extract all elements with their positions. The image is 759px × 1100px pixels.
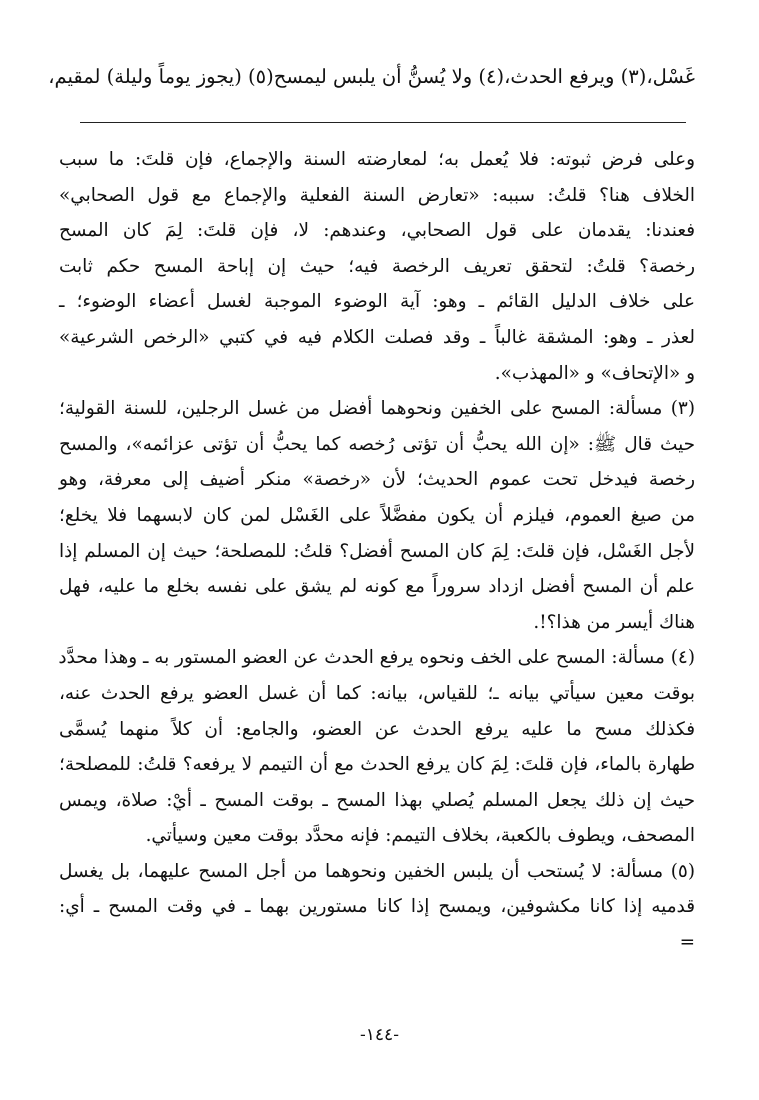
text-line: (٤) مسألة: المسح على الخف ونحوه يرفع الحدث عن العضو المستور به ـ وهذا محدَّد bbox=[58, 647, 695, 669]
text-line: رخصة فيدخل تحت عموم الحديث؛ لأن «رخصة» منكر أضيف إلى معرفة، وهو bbox=[59, 469, 695, 491]
text-line: لأجل الغَسْل، فإن قلتَ: لِمَ كان المسح أفضل؟ قلتُ: للمصلحة؛ حيث إن المسلم إذا bbox=[59, 540, 695, 562]
text-line: و «الإتحاف» و «المهذب». bbox=[494, 362, 695, 384]
footnote-3 bbox=[59, 391, 695, 640]
text-line: بوقت معين سيأتي بيانه ـ؛ للقياس، بيانه: كما أن غسل العضو يرفع الحدث عنه، bbox=[59, 682, 695, 704]
text-line: من صيغ العموم، فيلزم أن يكون مفضَّلاً على الغَسْل لمن كان لابسهما فلا يخلع؛ bbox=[59, 504, 695, 526]
text-line: الخلاف هنا؟ قلتُ: سببه: «تعارض السنة الفعلية والإجماع مع قول الصحابي» bbox=[59, 184, 695, 206]
text-line: فعندنا: يقدمان على قول الصحابي، وعندهم: لا، فإن قلتَ: لِمَ كان المسح bbox=[59, 220, 695, 242]
footnote-4 bbox=[59, 640, 695, 854]
text-line: (٣) مسألة: المسح على الخفين ونحوهما أفضل من غسل الرجلين، للسنة القولية؛ bbox=[59, 398, 695, 420]
text-line: قدميه إذا كانا مكشوفين، ويمسح إذا كانا مستورين بهما ـ في وقت المسح ـ أي: bbox=[59, 896, 695, 918]
text-line: على خلاف الدليل القائم ـ وهو: آية الوضوء الموجبة لغسل أعضاء الوضوء؛ ـ bbox=[59, 291, 695, 313]
footnote-5 bbox=[59, 854, 695, 961]
footnotes bbox=[59, 142, 695, 961]
text-line: لعذر ـ وهو: المشقة غالباً ـ وقد فصلت الكلام فيه في كتبي «الرخص الشرعية» bbox=[59, 326, 695, 348]
text-line: وعلى فرض ثبوته: فلا يُعمل به؛ لمعارضته السنة والإجماع، فإن قلتَ: ما سبب bbox=[59, 149, 695, 170]
footnote-intro bbox=[59, 142, 695, 391]
text-line: هناك أيسر من هذا؟!. bbox=[533, 611, 695, 633]
text-line: حيث إن ذلك يجعل المسلم يُصلي بهذا المسح ـ بوقت المسح ـ أيْ: صلاة، ويمس bbox=[59, 789, 695, 811]
text-line: حيث قال ﷺ: «إن الله يحبُّ أن تؤتى رُخصه كما يحبُّ أن تؤتى عزائمه»، والمسح bbox=[59, 433, 695, 455]
text-line: طهارة بالماء، فإن قلتَ: لِمَ كان يرفع الحدث مع أن التيمم لا يرفعه؟ قلتُ: للمصلحة؛ bbox=[59, 754, 695, 776]
text-line: (٥) مسألة: لا يُستحب أن يلبس الخفين ونحوهما من أجل المسح عليهما، بل يغسل bbox=[59, 860, 695, 882]
text-line: رخصة؟ قلتُ: لتحقق تعريف الرخصة فيه؛ حيث إن إباحة المسح حكم ثابت bbox=[59, 255, 695, 277]
page-number: -١٤٤- bbox=[360, 1025, 399, 1045]
text-line: فكذلك مسح ما عليه يرفع الحدث عن العضو، والجامع: أن كلاً منهما يُسمَّى bbox=[59, 718, 695, 740]
text-line: علم أن المسح أفضل ازداد سروراً مع كونه لم يشق على نفسه بخلع ما عليه، فهل bbox=[59, 576, 695, 598]
continuation-mark: = bbox=[679, 932, 695, 954]
main-text-line: غَسْل،(٣) ويرفع الحدث،(٤) ولا يُسنُّ أن يلبس ليمسح(٥) (يجوز يوماً وليلة) لمقيم، bbox=[48, 65, 695, 88]
text-line: المصحف، ويطوف بالكعبة، بخلاف التيمم: فإنه محدَّد بوقت معين وسيأتي. bbox=[145, 825, 695, 847]
footnote-separator bbox=[80, 122, 686, 123]
